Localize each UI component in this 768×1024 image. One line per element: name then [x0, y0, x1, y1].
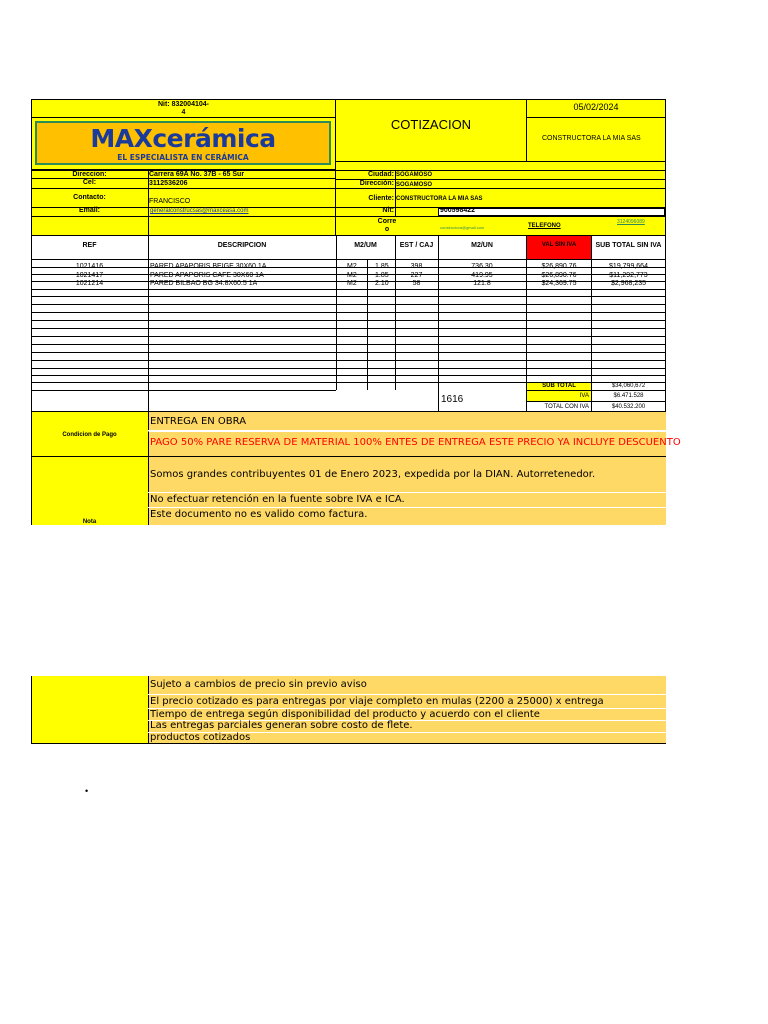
col-header-m2un: M2/UN [471, 242, 493, 249]
logo-tagline: EL ESPECIALISTA EN CERÁMICA [117, 153, 249, 162]
col-header-m2um: M2/UM [354, 242, 377, 249]
row3-ref: 1021214 [75, 280, 104, 287]
row1-val: $26,890.76 [541, 263, 577, 270]
date-cell [526, 99, 666, 118]
direccion-label: Direccion: [72, 171, 107, 178]
nota1-text: Somos grandes contribuyentes 01 de Enero 2023, expedida por la DIAN. Autorretenedor. [150, 469, 596, 480]
logo-cell [31, 117, 336, 170]
ciudad-value: SOGAMOSO [396, 172, 433, 178]
row2-desc: PARED APAPORIS CAFE 30X60 1A [150, 272, 264, 279]
ciudad-label: Ciudad: [367, 171, 394, 178]
row3-desc: PARED BILBAO BG 34.8X60.5 1A [150, 280, 258, 287]
subtotal-label: SUB TOTAL [542, 383, 576, 389]
client-name-cell [526, 117, 666, 162]
condicion-label: Condicion de Pago [62, 432, 117, 438]
row3-m2un: 121.8 [473, 280, 491, 287]
row1-um: M2 [347, 263, 357, 270]
row3-um: M2 [347, 280, 357, 287]
footer-line2: El precio cotizado es para entregas por viaje completo en mulas (2200 a 25000) x entrega [150, 696, 604, 707]
contacto-label: Contacto: [73, 194, 106, 201]
col-header-descripcion: DESCRIPCION [217, 242, 267, 249]
row3-val: $24,369.75 [541, 280, 577, 287]
cel-value: 3112536206 [149, 180, 188, 187]
footer-label-cell [31, 676, 148, 744]
logo-wordmark: MAXcerámica [90, 124, 276, 153]
footer-line4: Las entregas parciales generan sobre costo de flete. [150, 720, 413, 731]
info-line [335, 188, 666, 189]
footer-line1: Sujeto a cambios de precio sin previo aviso [150, 679, 367, 690]
nota2-text: No efectuar retención en la fuente sobre IVA e ICA. [150, 494, 405, 505]
nit2-value: 900598422 [440, 207, 476, 214]
correo-label: Corre o [377, 218, 397, 233]
row2-um: M2 [347, 272, 357, 279]
row1-ref: 1021416 [75, 263, 104, 270]
cliente-label: Cliente: [368, 195, 394, 202]
row3-sub: $2,968,235 [610, 280, 647, 287]
nota-label-cell [31, 457, 148, 525]
direccion2-value: SOGAMOSO [396, 182, 433, 188]
contacto-value: FRANCISCO [149, 198, 191, 205]
iva-value: $6.471.528 [613, 393, 644, 399]
correo-value[interactable]: constructora@gmail.com [440, 225, 485, 230]
company-nit: Nit: 832004104- [158, 101, 209, 108]
company-nit-suffix: 4 [181, 109, 186, 116]
total-value: $40.532.200 [611, 404, 646, 410]
direccion-value: Carrera 69A No. 37B - 65 Sur [149, 171, 245, 178]
footer-line3: Tiempo de entrega según disponibilidad del producto y acuerdo con el cliente [150, 709, 540, 720]
row2-ref: 1021417 [75, 272, 104, 279]
cliente-value: CONSTRUCTORA LA MIA SAS [396, 196, 483, 202]
nota3-text: Este documento no es valido como factura. [150, 509, 368, 520]
row3-m2caj: 2.10 [375, 280, 389, 287]
pago-text: PAGO 50% PARE RESERVA DE MATERIAL 100% ENTES DE ENTREGA ESTE PRECIO YA INCLUYE DESCUENTO [150, 437, 681, 448]
email-label: Email: [78, 207, 100, 214]
row2-m2un: 419.95 [471, 272, 493, 279]
entrega-text: ENTREGA EN OBRA [150, 416, 247, 427]
row3-est: 58 [412, 280, 421, 287]
row1-desc: PARED APAPORIS BEIGE 30X60 1A [150, 263, 267, 270]
nota-label: Nota [82, 519, 97, 525]
info-line [31, 216, 336, 217]
iva-label: IVA [579, 393, 589, 399]
title-cell [335, 99, 527, 162]
telefono-value[interactable]: 3124096089 [617, 219, 645, 225]
row2-sub: $11,292,773 [609, 272, 648, 279]
nit2-label: Nit: [382, 207, 394, 214]
telefono-label: TELEFONO [528, 223, 561, 229]
email-link[interactable]: generalconstrucsas@maxceasa.com [150, 208, 249, 214]
subtotal-value: $34,060,672 [611, 383, 646, 389]
direccion2-label: Dirección: [359, 180, 394, 187]
client-name: CONSTRUCTORA LA MIA SAS [542, 135, 641, 142]
row2-m2caj: 1.85 [375, 272, 389, 279]
row2-val: $26,890.76 [541, 272, 577, 279]
row1-m2un: 736.30 [471, 263, 493, 270]
row1-est: 398 [410, 263, 423, 270]
company-logo [35, 121, 331, 165]
row1-m2caj: 1.85 [375, 263, 389, 270]
info-line [31, 188, 336, 189]
footer-line5: productos cotizados [150, 732, 251, 743]
info-divider [395, 170, 396, 217]
col-header-subtotal: SUB TOTAL SIN IVA [595, 242, 662, 249]
row1-sub: $19,799,664 [609, 263, 648, 270]
document-title: COTIZACION [390, 117, 472, 132]
nit-header-cell [31, 99, 336, 118]
total-label: TOTAL CON IVA [544, 404, 589, 410]
bullet-mark: • [85, 786, 89, 796]
col-header-estcaj: EST / CAJ [399, 242, 434, 249]
total-boxes: 1616 [441, 394, 464, 405]
col-header-ref: REF [82, 242, 97, 249]
quote-date: 05/02/2024 [573, 102, 619, 112]
col-header-val-sin-iva: VAL SIN IVA [541, 242, 577, 248]
row2-est: 227 [410, 272, 423, 279]
cel-label: Cel: [82, 179, 97, 186]
